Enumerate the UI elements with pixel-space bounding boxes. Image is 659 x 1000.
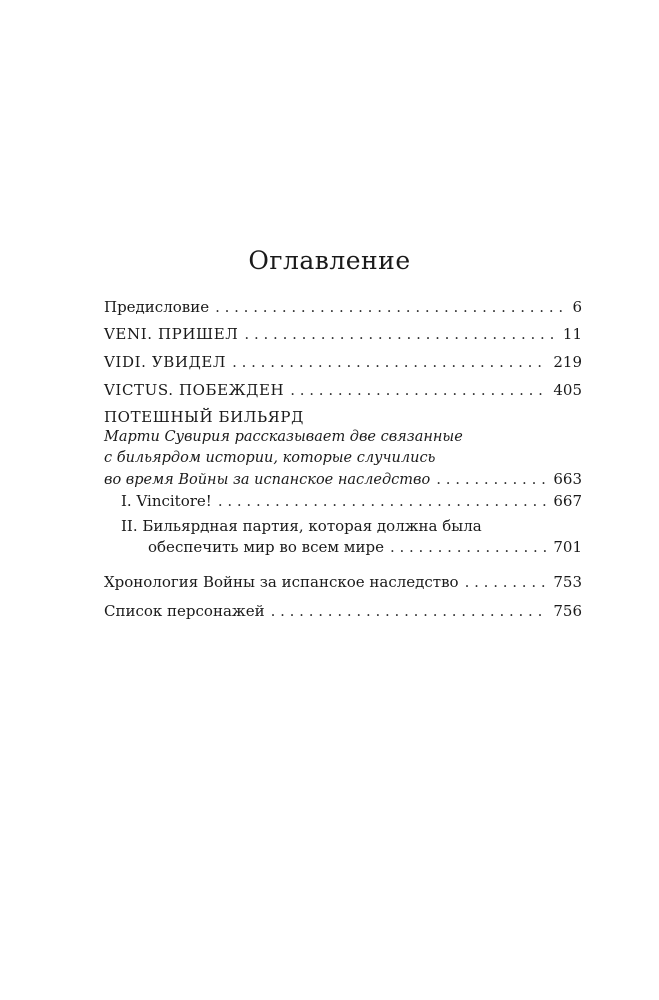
dot-leader <box>232 353 547 371</box>
toc-section-heading-billiard[interactable]: ПОТЕШНЫЙ БИЛЬЯРД <box>104 408 304 426</box>
toc-entry-label: VENI. ПРИШЕЛ <box>104 325 239 343</box>
dot-leader <box>218 492 548 510</box>
toc-entry-page: 701 <box>553 538 582 556</box>
toc-entry-page: 663 <box>553 470 582 488</box>
dot-leader <box>271 602 548 620</box>
dot-leader <box>465 573 548 591</box>
dot-leader <box>290 381 547 399</box>
toc-entry-page: 756 <box>553 602 582 620</box>
toc-entry-page: 219 <box>553 353 582 371</box>
toc-entry-part-2-line[interactable]: II. Бильярдная партия, которая должна была <box>121 517 482 535</box>
toc-entry-label: Хронология Войны за испанское наследство <box>104 573 459 591</box>
toc-entry-label: Список персонажей <box>104 602 265 620</box>
toc-entry-part-2[interactable] <box>148 538 582 556</box>
toc-entry-vidi[interactable] <box>104 353 582 371</box>
toc-subtitle-line: во время Войны за испанское наследство <box>104 472 431 488</box>
toc-entry-preface[interactable] <box>104 298 582 316</box>
toc-entry-label: обеспечить мир во всем мире <box>148 538 384 556</box>
toc-entry-part-1[interactable] <box>121 492 582 510</box>
toc-entry-billiard-subtitle[interactable] <box>104 470 582 488</box>
toc-entry-page: 405 <box>553 381 582 399</box>
page-title: Оглавление <box>248 246 411 275</box>
dot-leader <box>244 325 556 343</box>
toc-entry-page: 6 <box>572 298 582 316</box>
toc-entry-veni[interactable] <box>104 325 582 343</box>
toc-entry-label: VICTUS. ПОБЕЖДЕН <box>104 381 285 399</box>
toc-entry-chronology[interactable] <box>104 573 582 591</box>
toc-entry-victus[interactable] <box>104 381 582 399</box>
toc-entry-characters[interactable] <box>104 602 582 620</box>
toc-entry-page: 667 <box>553 492 582 510</box>
toc-subtitle-line: Марти Сувирия рассказывает две связанные <box>104 429 463 445</box>
dot-leader <box>215 298 566 316</box>
toc-entry-page: 11 <box>562 325 582 343</box>
toc-entry-page: 753 <box>553 573 582 591</box>
toc-entry-label: Предисловие <box>104 298 210 316</box>
toc-entry-label: VIDI. УВИДЕЛ <box>104 353 227 371</box>
dot-leader <box>436 470 547 488</box>
dot-leader <box>390 538 547 556</box>
toc-entry-label: I. Vincitore! <box>121 492 212 510</box>
toc-subtitle-line: с бильярдом истории, которые случились <box>104 450 436 466</box>
